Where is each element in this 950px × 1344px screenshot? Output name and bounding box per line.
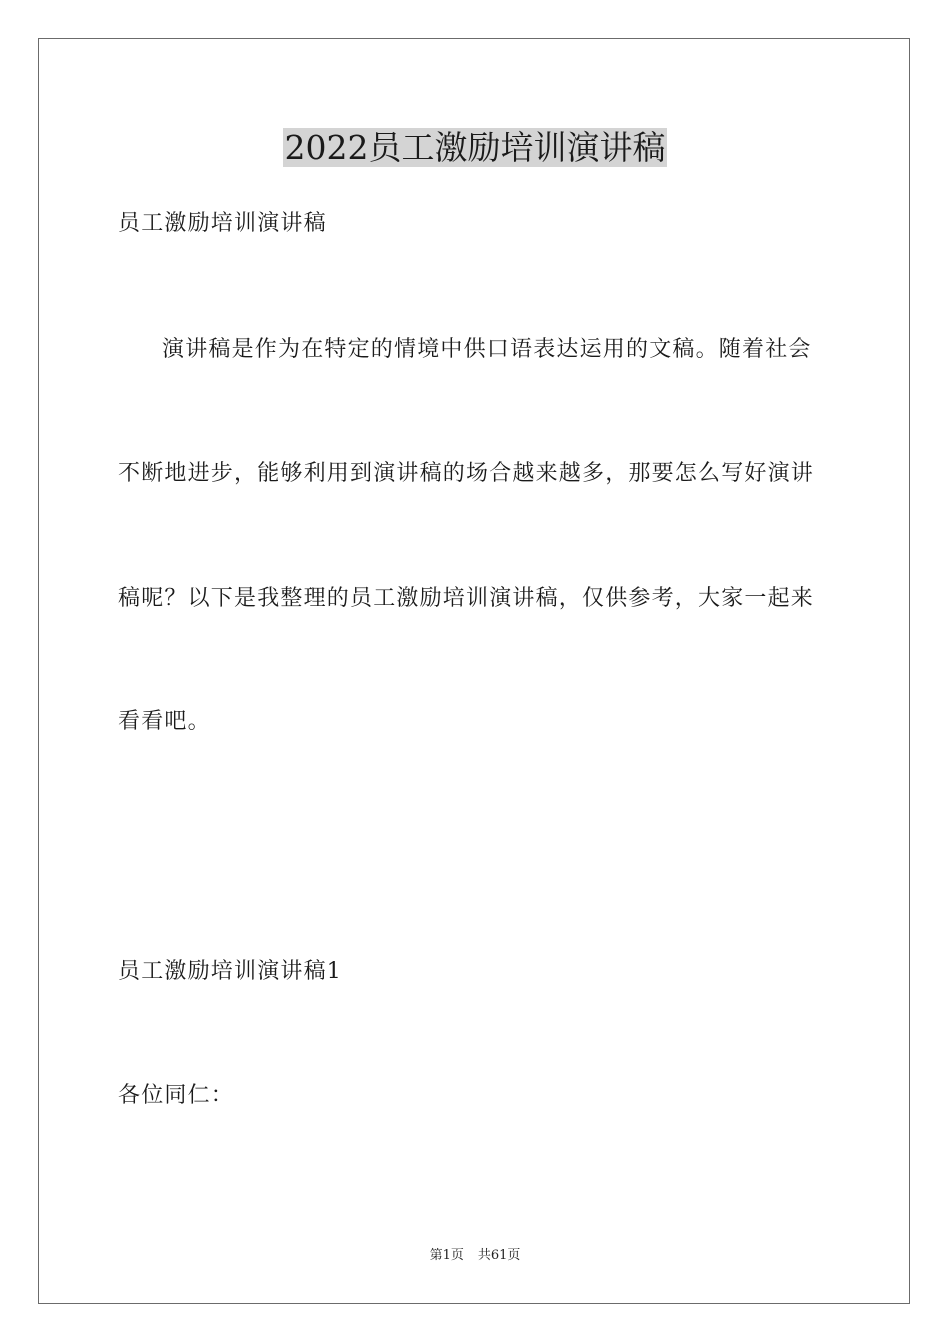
page-footer (0, 1246, 950, 1266)
document-subtitle: 员工激励培训演讲稿 (118, 211, 327, 236)
salutation: 各位同仁： (118, 1083, 235, 1108)
page-number: 第1页 (429, 1248, 464, 1263)
intro-line-1: 演讲稿是作为在特定的情境中供口语表达运用的文稿。随着社会 (162, 337, 812, 362)
intro-line-3: 稿呢？以下是我整理的员工激励培训演讲稿，仅供参考，大家一起来 (118, 586, 815, 611)
intro-line-2: 不断地进步，能够利用到演讲稿的场合越来越多，那要怎么写好演讲 (118, 461, 815, 486)
document-title: 2022员工激励培训演讲稿 (284, 128, 666, 167)
section-heading: 员工激励培训演讲稿1 (118, 959, 342, 984)
page-total: 共61页 (477, 1248, 521, 1263)
intro-line-4: 看看吧。 (118, 709, 211, 734)
